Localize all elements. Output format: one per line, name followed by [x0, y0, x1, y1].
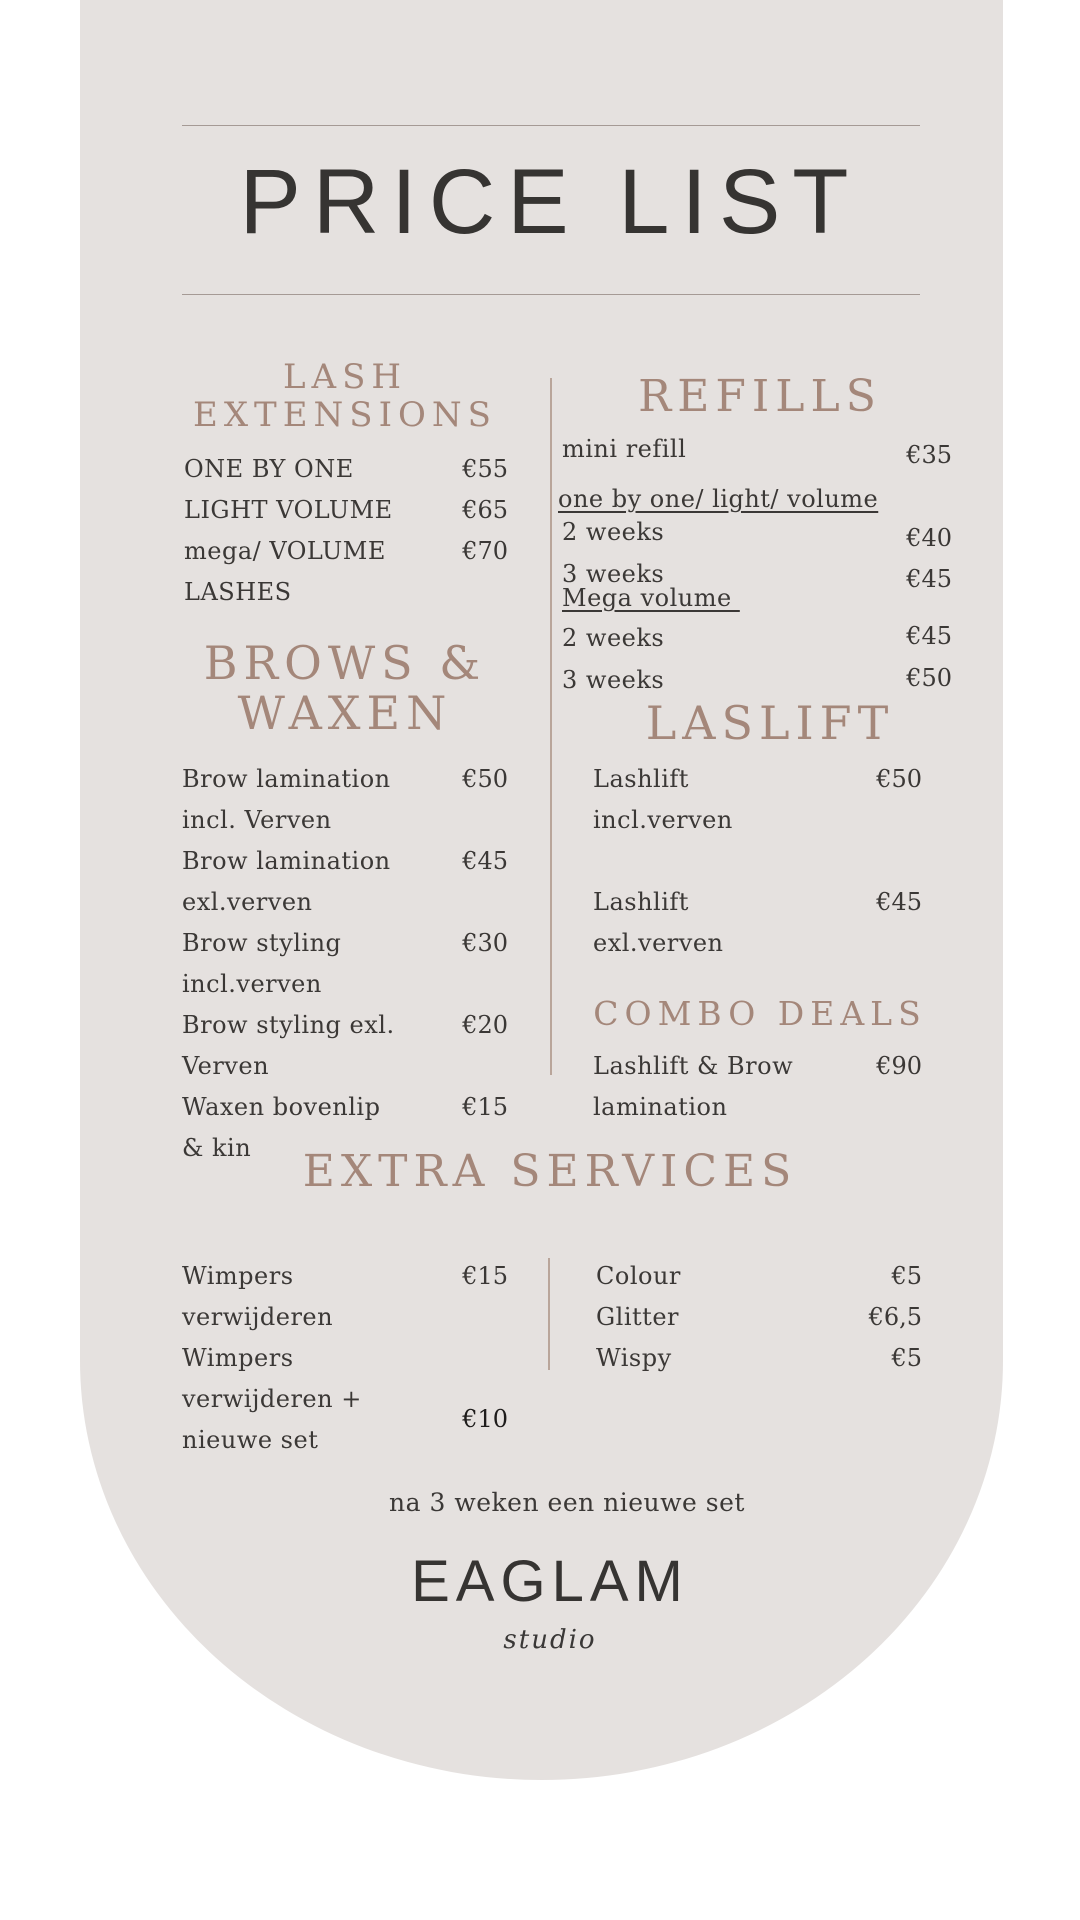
lash-item-name: ONE BY ONE: [184, 455, 354, 483]
refill-item-price: €45: [906, 622, 952, 650]
laslift-item-line1: Lashlift: [593, 765, 689, 793]
brand-logo-text: EAGLAM: [411, 1549, 689, 1614]
brow-item-line1: Brow styling: [182, 929, 342, 957]
extra-item-price: €15: [462, 1262, 508, 1290]
brand-subtitle: studio: [503, 1625, 597, 1655]
extra-item-line2: verwijderen: [182, 1303, 334, 1331]
lash-item-price: €65: [462, 496, 508, 524]
lash-extensions-heading: [175, 357, 515, 435]
title-bottom-rule: [182, 294, 920, 295]
laslift-item-price: €45: [876, 888, 922, 916]
lash-item-name: LASHES: [184, 578, 292, 606]
column-divider: [550, 378, 552, 1075]
extra-addon-price: €6,5: [868, 1303, 922, 1331]
brow-item-price: €45: [462, 847, 508, 875]
refill-item-price: €45: [906, 565, 952, 593]
brow-item-price: €30: [462, 929, 508, 957]
brow-item-line2: incl. Verven: [182, 806, 332, 834]
lash-item-price: €55: [462, 455, 508, 483]
refill-item-name: 3 weeks: [562, 560, 665, 588]
refill-group2-label: Mega volume: [562, 584, 740, 612]
extra-item-line1: Wimpers: [182, 1344, 294, 1372]
refill-mini-price: €35: [906, 441, 952, 469]
laslift-item-line2: exl.verven: [593, 929, 724, 957]
brow-item-line1: Brow lamination: [182, 765, 391, 793]
extra-addon-price: €5: [891, 1262, 922, 1290]
extra-item-price: €10: [462, 1405, 508, 1433]
brows-heading-line2: WAXEN: [237, 686, 453, 740]
brow-item-line1: Waxen bovenlip: [182, 1093, 381, 1121]
refill-item-price: €40: [906, 524, 952, 552]
page-title: PRICE LIST: [239, 151, 861, 253]
brow-item-line1: Brow lamination: [182, 847, 391, 875]
laslift-heading: LASLIFT: [645, 696, 895, 750]
lash-item-name: LIGHT VOLUME: [184, 496, 393, 524]
refill-group1-label: one by one/ light/ volume: [558, 485, 879, 513]
laslift-item-line1: Lashlift: [593, 888, 689, 916]
refill-item-name: 2 weeks: [562, 624, 665, 652]
refill-mini-name: mini refill: [562, 435, 687, 463]
brow-item-line2: Verven: [182, 1052, 270, 1080]
lash-item-name: mega/ VOLUME: [184, 537, 386, 565]
extra-item-line3: nieuwe set: [182, 1426, 319, 1454]
brows-heading-line1: BROWS &: [203, 636, 487, 690]
extra-item-line2: verwijderen +: [182, 1385, 362, 1413]
brow-item-line2: exl.verven: [182, 888, 313, 916]
extra-divider: [548, 1258, 550, 1370]
combo-deals-heading: COMBO DEALS: [593, 994, 927, 1033]
title-top-rule: [182, 125, 920, 126]
brow-item-price: €50: [462, 765, 508, 793]
combo-item-price: €90: [876, 1052, 922, 1080]
lash-heading-line1: LASH: [282, 357, 408, 397]
extra-addon-name: Wispy: [596, 1344, 672, 1372]
combo-item-line1: Lashlift & Brow: [593, 1052, 794, 1080]
extra-addon-price: €5: [891, 1344, 922, 1372]
refill-item-name: 2 weeks: [562, 518, 665, 546]
lash-heading-line2: EXTENSIONS: [193, 395, 497, 435]
brow-item-line1: Brow styling exl.: [182, 1011, 395, 1039]
extra-addon-name: Colour: [596, 1262, 681, 1290]
extra-addon-name: Glitter: [596, 1303, 679, 1331]
brows-heading: [175, 636, 515, 740]
combo-item-line2: lamination: [593, 1093, 728, 1121]
refill-item-name: 3 weeks: [562, 666, 665, 694]
refill-note: na 3 weken een nieuwe set: [389, 1488, 745, 1517]
brow-item-line2: incl.verven: [182, 970, 322, 998]
refills-heading: REFILLS: [638, 371, 882, 422]
refill-item-price: €50: [906, 664, 952, 692]
brow-item-price: €20: [462, 1011, 508, 1039]
laslift-item-line2: incl.verven: [593, 806, 733, 834]
brow-item-price: €15: [462, 1093, 508, 1121]
brow-item-line2: & kin: [182, 1134, 252, 1162]
extra-services-heading: EXTRA SERVICES: [302, 1146, 798, 1197]
extra-item-line1: Wimpers: [182, 1262, 294, 1290]
laslift-item-price: €50: [876, 765, 922, 793]
lash-item-price: €70: [462, 537, 508, 565]
